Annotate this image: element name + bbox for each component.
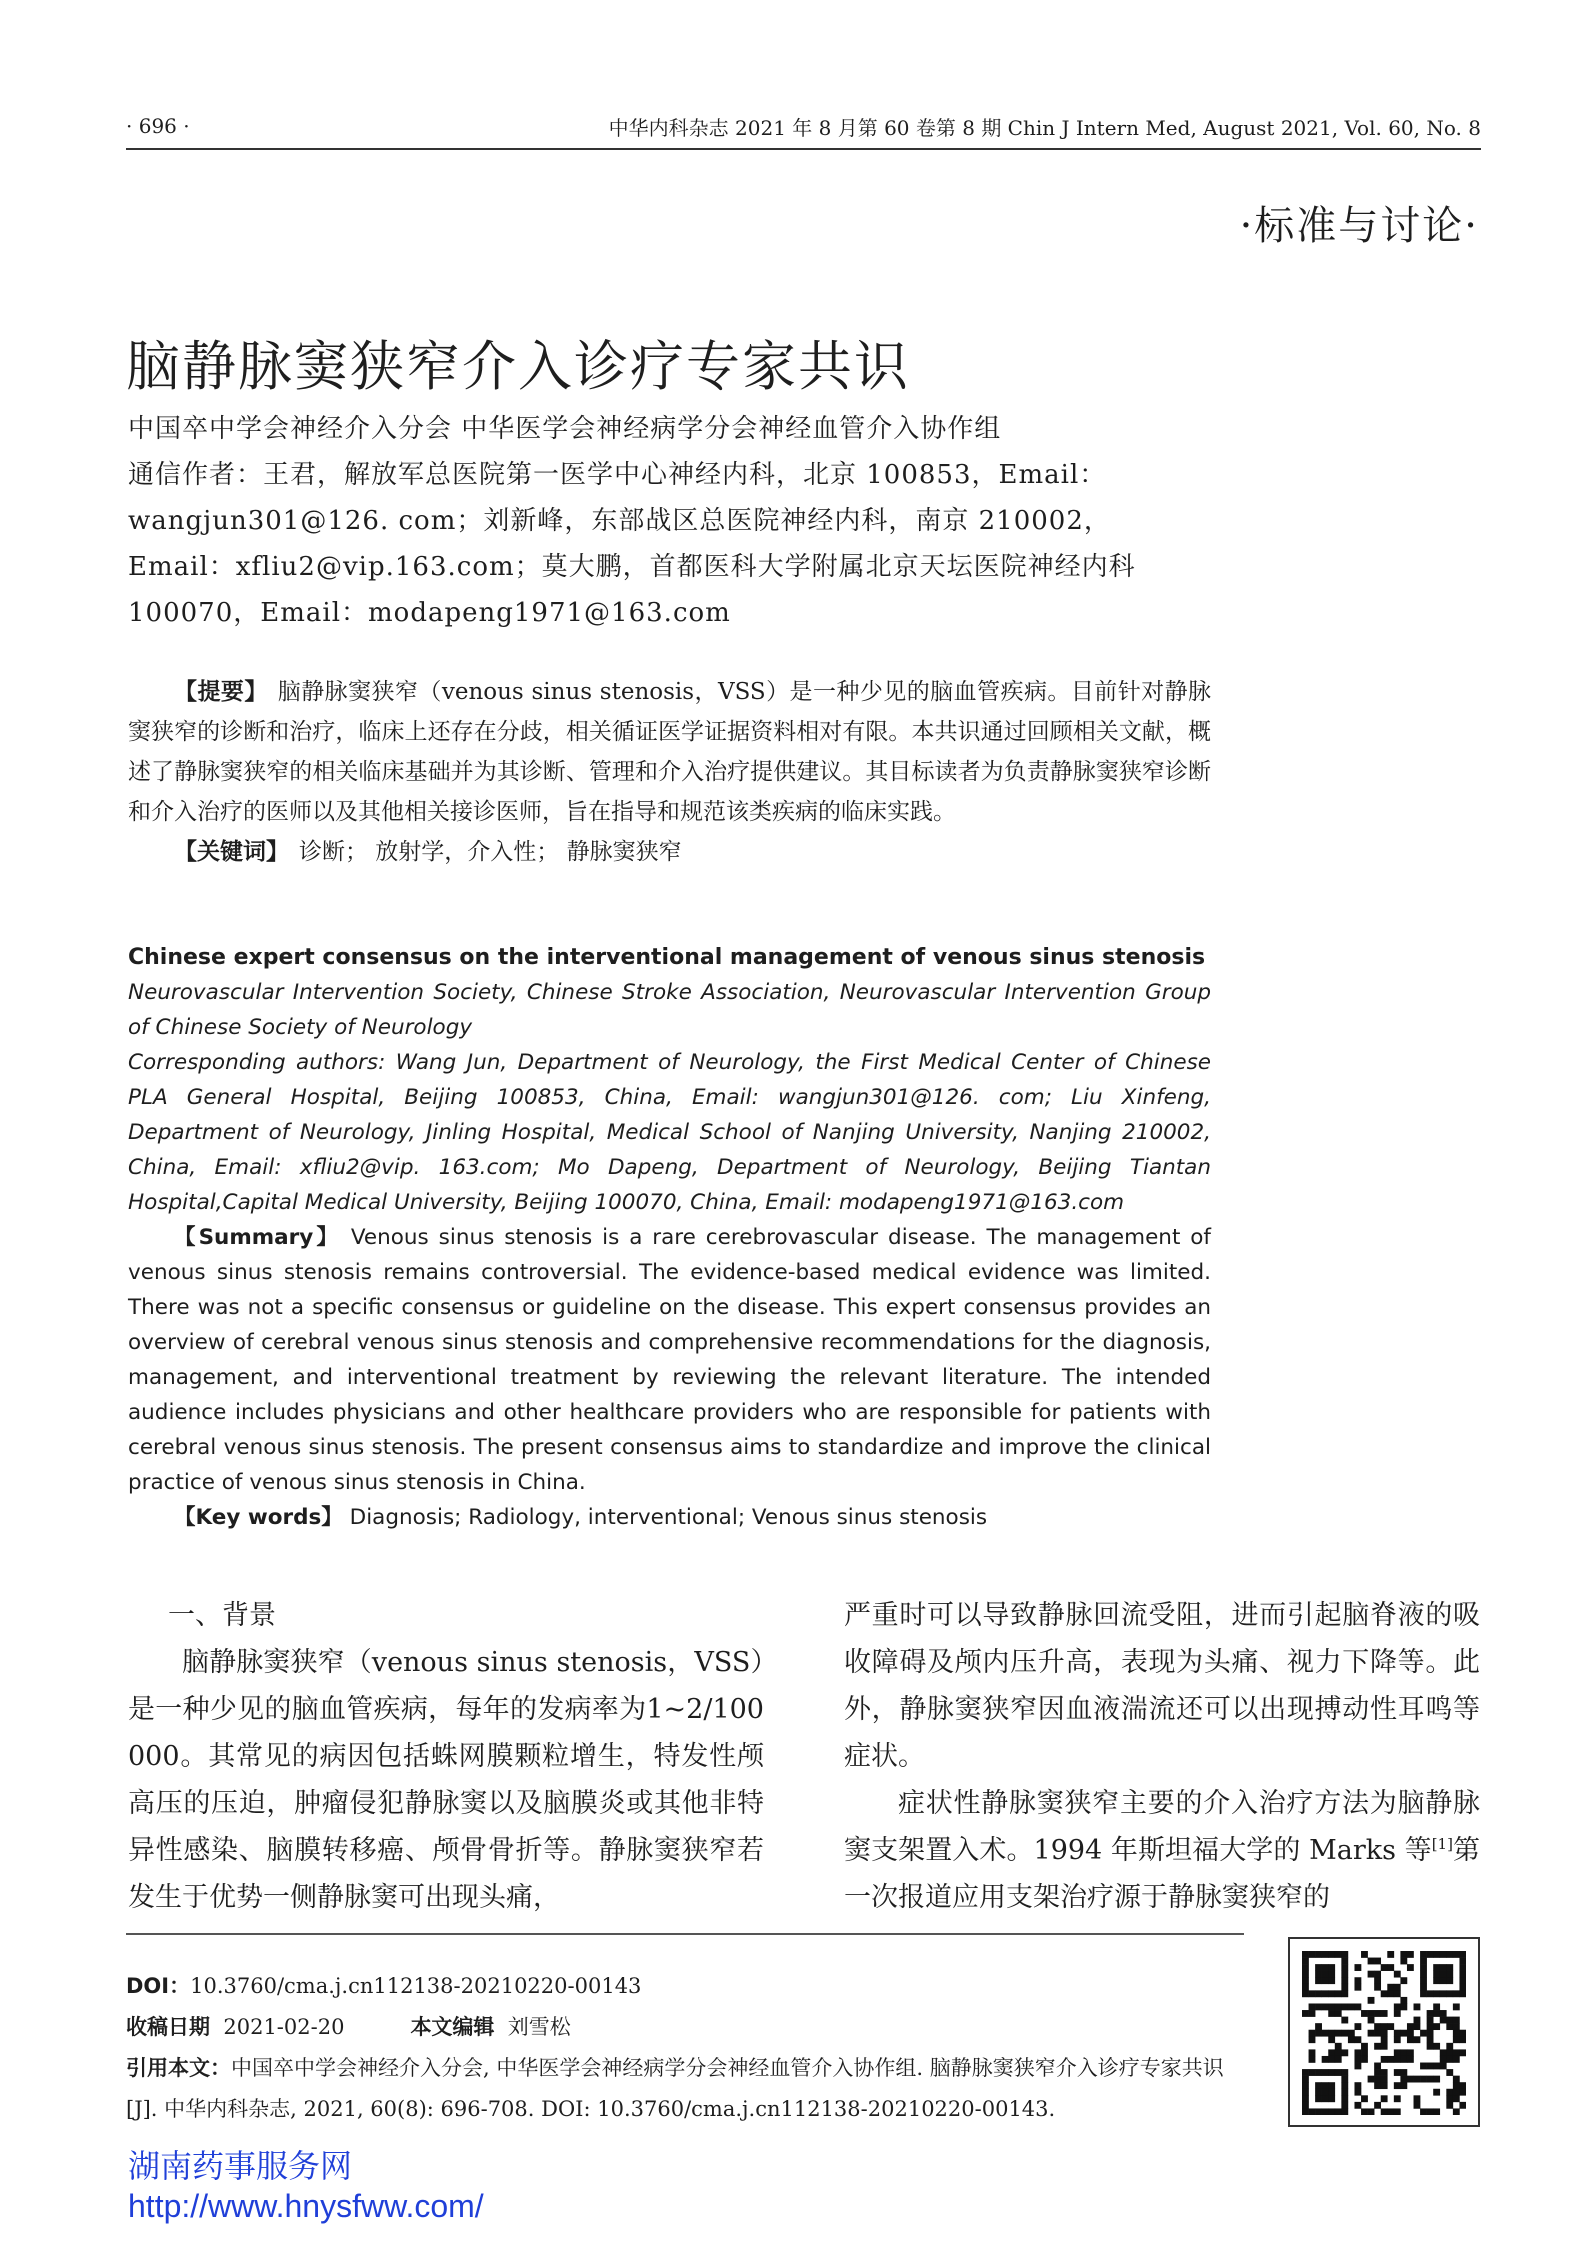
watermark-name: 湖南药事服务网 bbox=[128, 2148, 353, 2184]
received-label: 收稿日期 bbox=[126, 2015, 210, 2039]
citation-label: 引用本文： bbox=[126, 2056, 231, 2080]
footnote-rule bbox=[126, 1933, 1244, 1935]
body-paragraph-continued: 严重时可以导致静脉回流受阻，进而引起脑脊液的吸收障碍及颅内压升高，表现为头痛、视力下降等。此外，静脉窦狭窄因血液湍流还可以出现搏动性耳鸣等症状。 bbox=[844, 1600, 1480, 1772]
section-heading: 一、背景 bbox=[168, 1600, 276, 1631]
summary-text: Venous sinus stenosis is a rare cerebrovascular disease. The management of venous sinus stenosis remains controversial. The evidence-based medical evidence was limited. There was not a specific consensus or guideline on the disease. This expert consensus provides an overview of cerebral venous sinus stenosis and comprehensive recommendations for the diagnosis, management, and interventional treatment by reviewing the relevant literature. The intended audience includes physicians and other healthcare providers who are responsible for patients with cerebral venous sinus stenosis. The present consensus aims to standardize and improve the clinical practice of venous sinus stenosis in China. bbox=[128, 1225, 1211, 1495]
corresponding-authors: 通信作者：王君，解放军总医院第一医学中心神经内科，北京 100853，Email：wangjun301@126. com；刘新峰，东部战区总医院神经内科，南京 210002，Email：xfliu2@vip.163.com；莫大鹏，首都医科大学附属北京天坛医院神经内科 100070，Email：modapeng1971@163.com bbox=[128, 460, 1136, 628]
article-title: 脑静脉窦狭窄介入诊疗专家共识 bbox=[126, 335, 910, 399]
watermark-url[interactable]: http://www.hnysfww.com/ bbox=[128, 2188, 484, 2224]
keywords-label: 【关键词】 bbox=[174, 839, 289, 865]
english-title: Chinese expert consensus on the interventional management of venous sinus stenosis bbox=[128, 945, 1206, 970]
qr-code-icon[interactable] bbox=[1288, 1937, 1480, 2127]
english-groups: Neurovascular Intervention Society, Chinese Stroke Association, Neurovascular Intervention Group of Chinese Society of Neurology bbox=[128, 980, 1211, 1040]
abstract-cn bbox=[128, 672, 1211, 872]
body-text-continued: 第一次报道应用支架治疗源于静脉窦狭窄的 bbox=[844, 1835, 1481, 1913]
doi-value[interactable]: 10.3760/cma.j.cn112138-20210220-00143 bbox=[190, 1974, 642, 1998]
watermark bbox=[128, 2146, 484, 2226]
qr-code-graphic bbox=[1302, 1951, 1466, 2115]
journal-header: 中华内科杂志 2021 年 8 月第 60 卷第 8 期 Chin J Intern Med, August 2021, Vol. 60, No. 8 bbox=[608, 116, 1481, 140]
author-groups: 中国卒中学会神经介入分会 中华医学会神经病学分会神经血管介入协作组 bbox=[128, 414, 1002, 444]
reference-marker[interactable]: [1] bbox=[1431, 1835, 1453, 1853]
english-abstract bbox=[128, 940, 1211, 1535]
english-corresponding: Corresponding authors: Wang Jun, Department of Neurology, the First Medical Center of Chinese PLA General Hospital, Beijing 100853, China, Email: wangjun301@126. com; Liu Xinfeng, Department of Neurology, Jinling Hospital, Medical School of Nanjing University, Nanjing 210002, China, Email: xfliu2@vip. 163.com; Mo Dapeng, Department of Neurology, Beijing Tiantan Hospital,Capital Medical University, Beijing 100070, China, Email: modapeng1971@163.com bbox=[128, 1050, 1211, 1215]
body-column-left bbox=[128, 1592, 764, 1921]
citation-text: 中国卒中学会神经介入分会, 中华医学会神经病学分会神经血管介入协作组. 脑静脉窦狭窄介入诊疗专家共识[J]. 中华内科杂志, 2021, 60(8): 696-708. DOI: 10.3760/cma.j.cn112138-20210220-00143. bbox=[126, 2056, 1224, 2121]
editor-name: 刘雪松 bbox=[507, 2015, 571, 2039]
doi-label: DOI： bbox=[126, 1974, 191, 1998]
body-paragraph-2 bbox=[844, 1780, 1480, 1921]
body-text: 症状性静脉窦狭窄主要的介入治疗方法为脑静脉窦支架置入术。1994 年斯坦福大学的 Marks 等 bbox=[844, 1788, 1480, 1866]
keywords-text: 诊断； 放射学，介入性； 静脉窦狭窄 bbox=[299, 839, 682, 865]
editor-label: 本文编辑 bbox=[410, 2015, 495, 2039]
authors-block bbox=[128, 406, 1213, 636]
abstract-text: 脑静脉窦狭窄（venous sinus stenosis，VSS）是一种少见的脑血管疾病。目前针对静脉窦狭窄的诊断和治疗，临床上还存在分歧，相关循证医学证据资料相对有限。本共识通过回顾相关文献，概述了静脉窦狭窄的相关临床基础并为其诊断、管理和介入治疗提供建议。其目标读者为负责静脉窦狭窄诊断和介入治疗的医师以及其他相关接诊医师，旨在指导和规范该类疾病的临床实践。 bbox=[128, 679, 1212, 825]
summary-label: 【Summary】 bbox=[174, 1225, 341, 1250]
page-number: · 696 · bbox=[126, 114, 190, 138]
en-keywords-text: Diagnosis; Radiology, interventional; Venous sinus stenosis bbox=[349, 1505, 988, 1530]
en-keywords-label: 【Key words】 bbox=[174, 1505, 343, 1530]
abstract-label: 【提要】 bbox=[174, 679, 268, 705]
section-tag: ·标准与讨论· bbox=[1239, 203, 1479, 249]
footnote-block bbox=[126, 1966, 1246, 2130]
received-date: 2021-02-20 bbox=[223, 2015, 345, 2039]
body-column-right bbox=[844, 1592, 1480, 1921]
body-paragraph: 脑静脉窦狭窄（venous sinus stenosis，VSS）是一种少见的脑血管疾病，每年的发病率为1~2/100 000。其常见的病因包括蛛网膜颗粒增生，特发性颅高压的压迫，肿瘤侵犯静脉窦以及脑膜炎或其他非特异性感染、脑膜转移癌、颅骨骨折等。静脉窦狭窄若发生于优势一侧静脉窦可出现头痛， bbox=[128, 1647, 764, 1913]
header-rule bbox=[126, 148, 1481, 150]
